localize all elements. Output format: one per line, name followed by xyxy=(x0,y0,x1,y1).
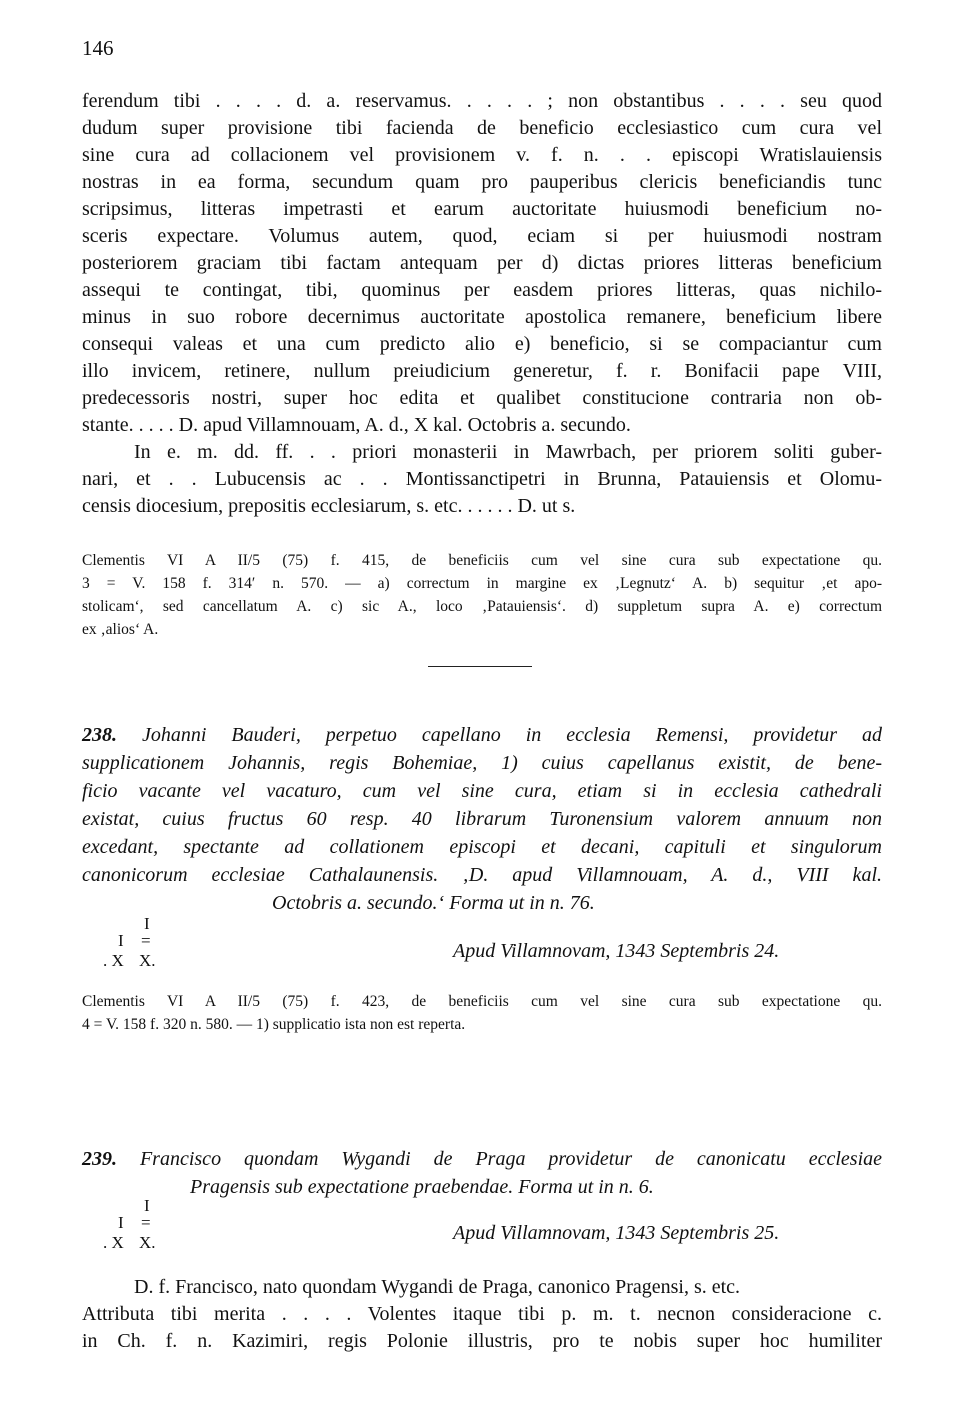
text-line: sceris expectare. Volumus autem, quod, eciam si per huiusmodi nostram xyxy=(82,225,882,247)
text-line: posteriorem graciam tibi factam antequam per d) dictas priores litteras beneficium xyxy=(82,252,882,274)
text-line: illo invicem, retinere, nullum preiudicium generetur, f. r. Bonifacii pape VIII, xyxy=(82,360,882,382)
text-line: dudum super provisione tibi facienda de beneficio ecclesiastico cum cura vel xyxy=(82,117,882,139)
footnote-line: stolicam‘, sed cancellatum A. c) sic A., loco ‚Patauiensis‘. d) suppletum supra A. e) correctum xyxy=(82,598,882,615)
entry-heading-line: ficio vacante vel vacaturo, cum vel sine cura, etiam si in ecclesia cathedrali xyxy=(82,780,882,802)
entry-number: 238. xyxy=(82,724,117,746)
entry-heading-line: Pragensis sub expectatione praebendae. Forma ut in n. 6. xyxy=(190,1176,654,1198)
text-line: nostras in ea forma, secundum quam pro pauperibus clericis beneficiandis tunc xyxy=(82,171,882,193)
entry-heading-line: Octobris a. secundo.‘ Forma ut in n. 76. xyxy=(272,892,595,914)
text-line: censis diocesium, prepositis ecclesiarum, s. etc. . . . . . D. ut s. xyxy=(82,495,576,517)
text-line: nari, et . . Lubucensis ac . . Montissanctipetri in Brunna, Patauiensis et Olomu- xyxy=(82,468,882,490)
text-line: Attributa tibi merita . . . . Volentes itaque tibi p. m. t. necnon consideracione c. xyxy=(82,1303,882,1325)
text-line: scripsimus, litteras impetrasti et earum auctoritate huiusmodi beneficium no- xyxy=(82,198,882,220)
entry-heading-line: 238. Johanni Bauderi, perpetuo capellano in ecclesia Remensi, providetur ad xyxy=(82,724,883,746)
footnote-line: 3 = V. 158 f. 314′ n. 570. — a) correctum in margine ex ‚Legnutz‘ A. b) sequitur ‚et apo- xyxy=(82,575,882,592)
entry-heading-line: canonicorum ecclesiae Cathalaunensis. ‚D. apud Villamnouam, A. d., VIII kal. xyxy=(82,864,882,886)
footnote-line: 4 = V. 158 f. 320 n. 580. — 1) supplicatio ista non est reperta. xyxy=(82,1016,466,1033)
text-line: assequi te contingat, tibi, quominus per easdem priores litteras, quas nichilo- xyxy=(82,279,882,301)
entry-heading-line: supplicationem Johannis, regis Bohemiae, 1) cuius capellanus existit, de bene- xyxy=(82,752,882,774)
entry-date: Apud Villamnovam, 1343 Septembris 25. xyxy=(453,1222,780,1244)
entry-date: Apud Villamnovam, 1343 Septembris 24. xyxy=(453,940,780,962)
footnote-line: Clementis VI A II/5 (75) f. 415, de beneficiis cum vel sine cura sub expectatione qu. xyxy=(82,552,882,569)
text-line: in Ch. f. n. Kazimiri, regis Polonie illustris, pro te nobis super hoc humiliter xyxy=(82,1330,882,1352)
entry-number: 239. xyxy=(82,1148,117,1170)
footnote-line: ex ‚alios‘ A. xyxy=(82,621,159,638)
text-line: stante. . . . . D. apud Villamnouam, A. d., X kal. Octobris a. secundo. xyxy=(82,414,631,436)
entry-heading-line: 239. Francisco quondam Wygandi de Praga providetur de canonicatu ecclesiae xyxy=(82,1148,883,1170)
text-line: D. f. Francisco, nato quondam Wygandi de Praga, canonico Pragensi, s. etc. xyxy=(134,1276,741,1298)
entry-heading-line: excedant, spectante ad collationem episcopi et decani, capituli et singulorum xyxy=(82,836,882,858)
page-number: 146 xyxy=(82,36,114,60)
entry-heading-line: existat, cuius fructus 60 resp. 40 librarum Turonensium valorem annuum non xyxy=(82,808,882,830)
section-divider xyxy=(428,666,532,667)
text-line: minus in suo robore decernimus auctoritate apostolica remanere, beneficium libere xyxy=(82,306,882,328)
footnote-line: Clementis VI A II/5 (75) f. 423, de beneficiis cum vel sine cura sub expectatione qu. xyxy=(82,993,882,1010)
text-line: predecessoris nostri, super hoc edita et qualibet constitucione contraria non ob- xyxy=(82,387,882,409)
text-line: consequi valeas et una cum predicto alio e) beneficio, si se compaciantur cum xyxy=(82,333,882,355)
text-line: sine cura ad collacionem vel provisionem v. f. n. . . episcopi Wratislauiensis xyxy=(82,144,882,166)
text-line: In e. m. dd. ff. . . priori monasterii in Mawrbach, per priorem soliti guber- xyxy=(134,441,882,463)
text-line: ferendum tibi . . . . d. a. reservamus. . . . . ; non obstantibus . . . . seu quod xyxy=(82,90,882,112)
